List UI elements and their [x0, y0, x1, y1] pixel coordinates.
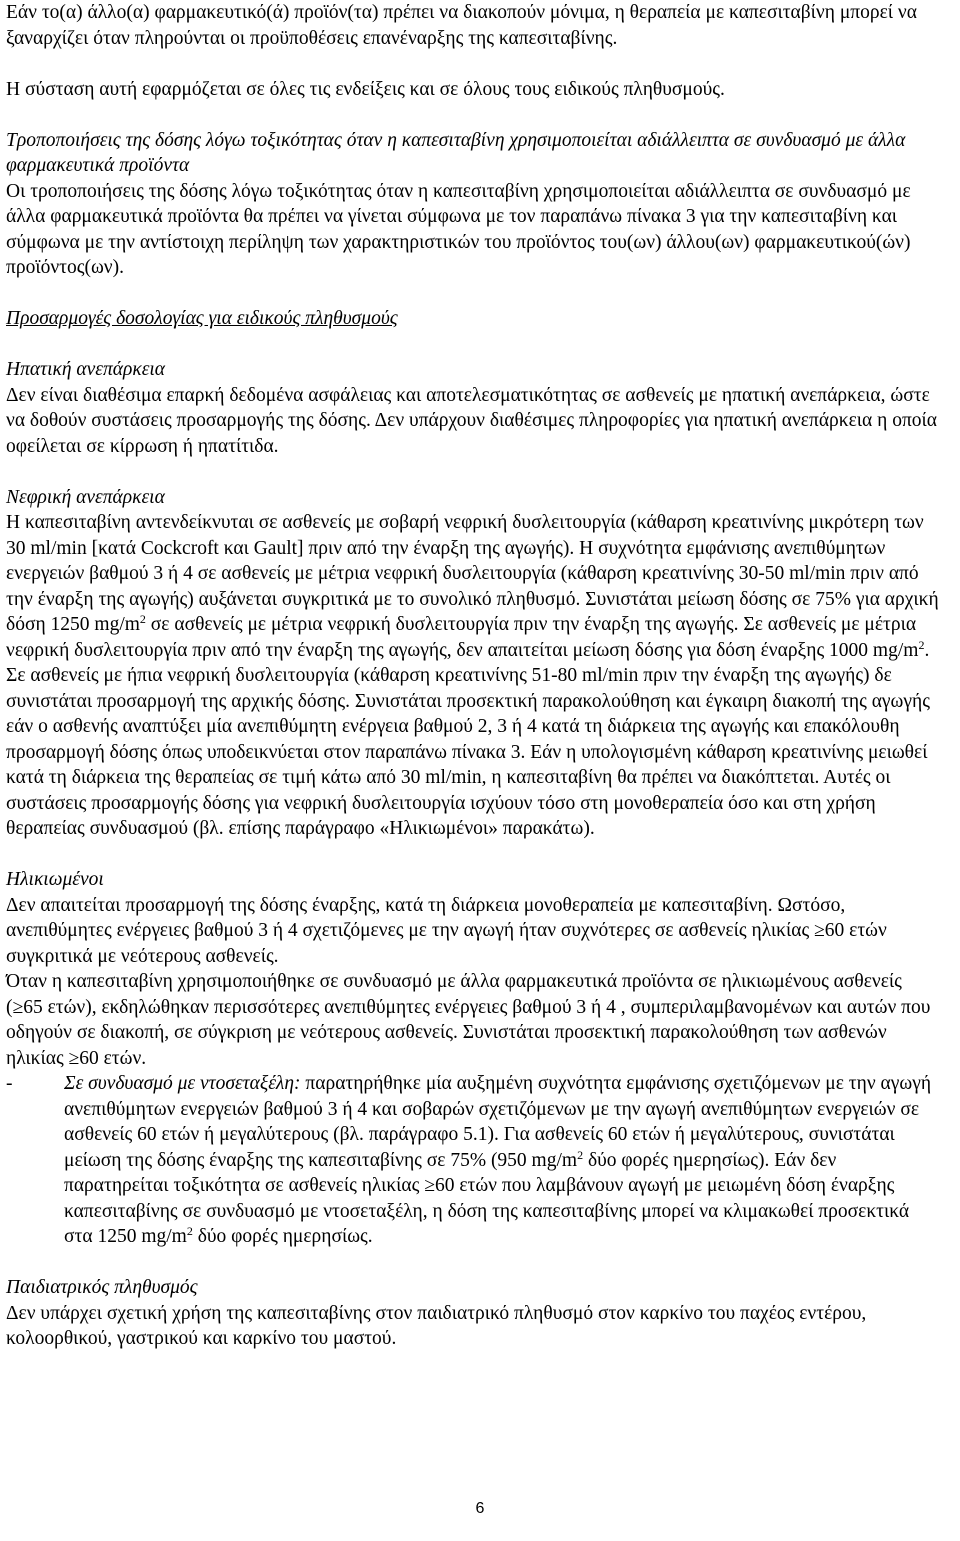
- list-dash: -: [6, 1073, 13, 1094]
- docetaxel-text-part-3: δύο φορές ημερησίως.: [192, 1226, 373, 1247]
- paragraph-elderly-monotherapy: Δεν απαιτείται προσαρμογή της δόσης έναρξης, κατά τη διάρκεια μονοθεραπεία με καπεσιταβίνη. Ωστόσο, ανεπιθύμητες ενέργειες βαθμού 3 ή 4 σχετιζόμενες με την αγωγή ήταν συχνότερες σε ασθενείς ηλικίας ≥60 ετών συγκριτικά με νεότερους ασθενείς.: [6, 894, 887, 967]
- renal-text-part-2: σε ασθενείς με μέτρια νεφρική δυσλειτουργία πριν την έναρξη της αγωγής. Σε ασθενείς με μέτρια νεφρική δυσλειτουργία πριν από την έναρξη της αγωγής, δεν απαιτείται μείωση δόσης για δόση έναρξης 1000 mg/m: [6, 614, 919, 661]
- list-item-docetaxel-text: [64, 1071, 940, 1250]
- list-item-docetaxel: [6, 1071, 940, 1250]
- renal-superscript-2: 2: [918, 637, 925, 652]
- renal-superscript-1: 2: [139, 612, 146, 626]
- docetaxel-superscript-1: 2: [577, 1147, 584, 1162]
- section-heading-special-populations: Προσαρμογές δοσολογίας για ειδικούς πληθυσμούς: [6, 308, 398, 329]
- paragraph-hepatic-impairment: Δεν είναι διαθέσιμα επαρκή δεδομένα ασφάλειας και αποτελεσματικότητας σε ασθενείς με ηπατική ανεπάρκεια, ώστε να δοθούν συστάσεις προσαρμογής της δόσης. Δεν υπάρχουν διαθέσιμες πληροφορίες για ηπατική ανεπάρκεια η οποία οφείλεται σε κίρρωση ή ηπατίτιδα.: [6, 384, 938, 457]
- section-heading-combination-toxicity: Τροποποιήσεις της δόσης λόγω τοξικότητας όταν η καπεσιταβίνη χρησιμοποιείται αδιάλλειπτα σε συνδυασμό με άλλα φαρμακευτικά προϊόντα: [6, 129, 906, 176]
- renal-text-part-3: . Σε ασθενείς με ήπια νεφρική δυσλειτουργία (κάθαρση κρεατινίνης 51-80 ml/min πριν την έναρξη της αγωγής) δε συνιστάται προσαρμογή της αρχικής δόσης. Συνιστάται προσεκτική παρακολούθηση και έγκαιρη διακοπή της αγωγής εάν ο ασθενής αναπτύξει μία ανεπιθύμητη ενέργεια βαθμού 2, 3 ή 4 κατά τη διάρκεια της αγωγής και επακόλουθη προσαρμογή δόσης όπως υποδεικνύεται στον παραπάνω πίνακα 3. Εάν η υπολογισμένη κάθαρση κρεατινίνης μειωθεί κατά τη διάρκεια της θεραπείας σε τιμή κάτω από 30 ml/min, η καπεσιταβίνη θα πρέπει να διακόπτεται. Αυτές οι συστάσεις προσαρμογής δόσης για νεφρική δυσλειτουργία ισχύουν τόσο στη μονοθεραπεία όσο και στη χρήση θεραπείας συνδυασμού (βλ. επίσης παράγραφο «Ηλικιωμένοι» παρακάτω).: [6, 639, 930, 839]
- subheading-pediatric: Παιδιατρικός πληθυσμός: [6, 1277, 198, 1298]
- docetaxel-text-part-2: δύο φορές ημερησίως). Εάν δεν παρατηρείται τοξικότητα σε ασθενείς ηλικίας ≥60 ετών που λαμβάνουν αγωγή με μειωμένη δόση έναρξης καπεσιταβίνης σε συνδυασμό με ντοσεταξέλη, η δόση της καπεσιταβίνης μπορεί να κλιμακωθεί προσεκτικά στα 1250 mg/m: [64, 1149, 910, 1247]
- subheading-renal-impairment: Νεφρική ανεπάρκεια: [6, 486, 165, 508]
- paragraph-combination-toxicity: Οι τροποποιήσεις της δόσης λόγω τοξικότητας όταν η καπεσιταβίνη χρησιμοποιείται αδιάλλειπτα σε συνδυασμό με άλλα φαρμακευτικά προϊόντα θα πρέπει να γίνεται σύμφωνα με τον παραπάνω πίνακα 3 για την καπεσιταβίνη και σύμφωνα με την αντίστοιχη περίληψη των χαρακτηριστικών του προϊόντος του(ων) άλλου(ων) φαρμακευτικού(ών) προϊόντος(ων).: [6, 180, 911, 278]
- docetaxel-text-part-1: παρατηρήθηκε μία αυξημένη συχνότητα εμφάνισης σχετιζόμενων με την αγωγή ανεπιθύμητων ενεργειών βαθμού 3 ή 4 και σοβαρών σχετιζόμενων με την αγωγή ανεπιθύμητων ενεργειών σε ασθενείς 60 ετών ή μεγαλύτερους (βλ. παράγραφο 5.1). Για ασθενείς 60 ετών ή μεγαλύτερους, συνιστάται μείωση της δόσης έναρξης της καπεσιταβίνης σε 75% (950 mg/m: [64, 1073, 932, 1171]
- paragraph-permanent-discontinuation: Εάν το(α) άλλο(α) φαρμακευτικό(ά) προϊόν(τα) πρέπει να διακοπούν μόνιμα, η θεραπεία με καπεσιταβίνη μπορεί να ξαναρχίζει όταν πληρούνται οι προϋποθέσεις επανέναρξης της καπεσιταβίνης.: [6, 2, 917, 49]
- subheading-elderly: Ηλικιωμένοι: [6, 869, 104, 890]
- docetaxel-lead: Σε συνδυασμό με ντοσεταξέλη:: [64, 1073, 301, 1094]
- subheading-hepatic-impairment: Ηπατική ανεπάρκεια: [6, 359, 166, 380]
- paragraph-applicability: Η σύσταση αυτή εφαρμόζεται σε όλες τις ενδείξεις και σε όλους τους ειδικούς πληθυσμούς.: [6, 78, 725, 100]
- paragraph-renal-impairment: [6, 510, 940, 842]
- renal-text-part-1: Η καπεσιταβίνη αντενδείκνυται σε ασθενείς με σοβαρή νεφρική δυσλειτουργία (κάθαρση κρεατινίνης μικρότερη των 30 ml/min [κατά Cockcroft και Gault] πριν από την έναρξη της αγωγής). Η συχνότητα εμφάνισης ανεπιθύμητων ενεργειών βαθμού 3 ή 4 σε ασθενείς με μέτρια νεφρική δυσλειτουργία (κάθαρση κρεατινίνης 30-50 ml/min πριν από την έναρξη της αγωγής) αυξάνεται συγκριτικά με το συνολικό πληθυσμό. Συνιστάται μείωση δόσης σε 75% για αρχική δόση 1250 mg/m: [6, 512, 939, 635]
- paragraph-elderly-combination: Όταν η καπεσιταβίνη χρησιμοποιήθηκε σε συνδυασμό με άλλα φαρμακευτικά προϊόντα σε ηλικιωμένους ασθενείς (≥65 ετών), εκδηλώθηκαν περισσότερες ανεπιθύμητες ενέργειες βαθμού 3 ή 4 , συμπεριλαμβανομένων και αυτών που οδηγούν σε διακοπή, σε σύγκριση με νεότερους ασθενείς. Συνιστάται προσεκτική παρακολούθηση των ασθενών ηλικίας ≥60 ετών.: [6, 971, 931, 1069]
- paragraph-pediatric: Δεν υπάρχει σχετική χρήση της καπεσιταβίνης στον παιδιατρικό πληθυσμό στον καρκίνο του παχέος εντέρου, κολοορθικού, γαστρικού και καρκίνο του μαστού.: [6, 1302, 867, 1349]
- page-number: 6: [475, 1500, 485, 1517]
- docetaxel-superscript-2: 2: [186, 1224, 193, 1238]
